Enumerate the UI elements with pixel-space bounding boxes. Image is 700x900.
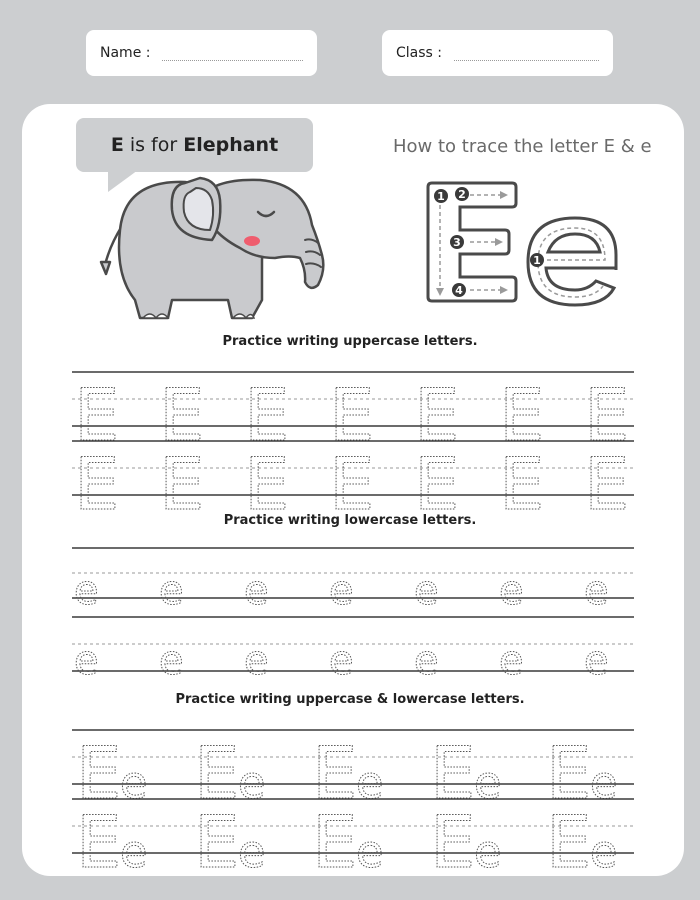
trace-glyph: e: [499, 638, 524, 684]
step-4: 4: [455, 284, 463, 297]
trace-glyph: E: [159, 442, 205, 526]
trace-glyph: e: [584, 568, 609, 614]
section-title-lowercase: Practice writing lowercase letters.: [223, 513, 477, 528]
section-title-uppercase: Practice writing uppercase letters.: [222, 334, 478, 349]
trace-glyph: E: [76, 731, 122, 815]
trace-glyph: E: [159, 373, 205, 457]
trace-glyph: e: [159, 638, 184, 684]
trace-glyph: E: [546, 731, 592, 815]
trace-glyph: E: [584, 373, 630, 457]
trace-glyph: e: [120, 826, 148, 878]
trace-glyph: e: [329, 638, 354, 684]
trace-glyph: E: [244, 442, 290, 526]
trace-glyph: E: [414, 442, 460, 526]
trace-glyph: e: [74, 568, 99, 614]
trace-glyph: e: [74, 638, 99, 684]
trace-glyph: e: [238, 826, 266, 878]
trace-glyph: e: [499, 568, 524, 614]
trace-glyph: E: [244, 373, 290, 457]
trace-glyph: e: [244, 638, 269, 684]
trace-glyph: E: [329, 373, 375, 457]
trace-glyph: e: [414, 638, 439, 684]
trace-glyph: E: [74, 373, 120, 457]
trace-glyph: e: [356, 826, 384, 878]
step-1: 1: [437, 190, 445, 203]
step-1-lower: 1: [533, 254, 541, 267]
trace-glyph: e: [356, 757, 384, 809]
trace-glyph: e: [414, 568, 439, 614]
trace-glyph: E: [499, 373, 545, 457]
trace-glyph: e: [238, 757, 266, 809]
trace-glyph: e: [590, 757, 618, 809]
title-word: Elephant: [183, 134, 279, 156]
trace-glyph: e: [584, 638, 609, 684]
class-label: Class :: [396, 45, 442, 61]
trace-heading: How to trace the letter E & e: [393, 136, 652, 157]
title-letter: E: [110, 134, 124, 156]
trace-glyph: E: [430, 800, 476, 884]
trace-glyph: E: [584, 442, 630, 526]
name-label: Name :: [100, 45, 151, 61]
step-2: 2: [458, 188, 466, 201]
trace-glyph: E: [194, 800, 240, 884]
trace-glyph: e: [590, 826, 618, 878]
trace-glyph: e: [159, 568, 184, 614]
trace-glyph: e: [244, 568, 269, 614]
trace-glyph: E: [499, 442, 545, 526]
trace-glyph: e: [120, 757, 148, 809]
trace-glyph: E: [414, 373, 460, 457]
trace-glyph: E: [430, 731, 476, 815]
section-title-mixed: Practice writing uppercase & lowercase letters.: [175, 692, 525, 707]
trace-glyph: e: [474, 826, 502, 878]
trace-glyph: E: [546, 800, 592, 884]
trace-glyph: E: [312, 731, 358, 815]
title-connector: is for: [129, 134, 178, 156]
trace-glyph: E: [76, 800, 122, 884]
step-3: 3: [453, 236, 461, 249]
trace-glyph: E: [74, 442, 120, 526]
trace-glyph: E: [329, 442, 375, 526]
trace-glyph: e: [474, 757, 502, 809]
trace-glyph: E: [312, 800, 358, 884]
trace-glyph: e: [329, 568, 354, 614]
trace-glyph: E: [194, 731, 240, 815]
